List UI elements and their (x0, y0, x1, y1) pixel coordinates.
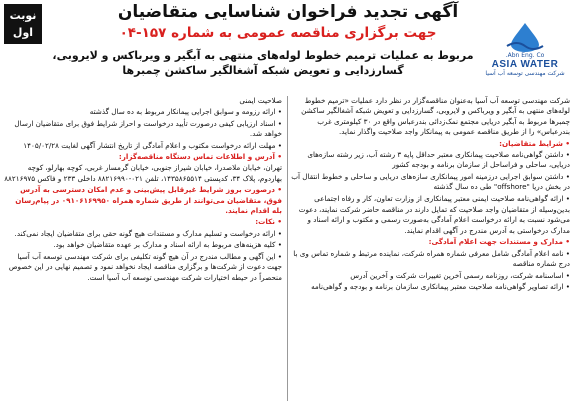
notice-title: آگهی تجدید فراخوان شناسایی متقاضیان (117, 2, 459, 22)
paragraph: • ارائه گواهی‌نامه صلاحیت ایمنی معتبر پیمانکاری از وزارت تعاون، کار و رفاه اجتماعی (314, 193, 570, 203)
paragraph: • نامه اعلام آمادگی شامل معرفی شماره همراه شرکت، نماینده مرتبط و شماره تماس وی با درج شماره مناقصه (293, 248, 570, 269)
section-heading: • شرایط متقاضیان: (499, 138, 570, 148)
publication-badge (4, 4, 42, 44)
notice-description: مربوط به عملیات ترمیم خطوط لوله‌های منتهی به آبگیر و ویرباکس و لایروبی، گسارزدایی و تعویض شبکه آشغالگیر ساکشن چمبرها (52, 49, 474, 77)
paragraph: • اسناد ارزیابی کیفی درصورت تأیید درخواست و احراز شرایط فوق برای متقاضیان ارسال خواهد شد. (14, 118, 282, 139)
badge-line1: نوبت (9, 9, 37, 22)
logo-name: ASIA WATER (491, 59, 559, 70)
paragraph: بدین‌وسیله از متقاضیان واجد صلاحیت که تمایل دارند در مناقصه حاضر شرکت نمایند، دعوت می‌شود نسبت به ارائه درخواست اعلام آمادگی به‌صورت رسمی و مکتوب و ارائه اسناد و مدارک درخواستی به آدرس مندرج در آگهی اقدام نمایند. (298, 205, 570, 235)
section-heading: • آدرس و اطلاعات تماس دستگاه مناقصه‌گزار: (118, 152, 282, 162)
paragraph: • این آگهی و مطالب مندرج در آن هیچ گونه تکلیفی برای شرکت مهندسی توسعه آب آسیا جهت دعوت از شرکت‌ها و برگزاری مناقصه ایجاد نخواهد نمود و تصمیم نهایی در این خصوص منحصراً در حیطه اختیارات شرکت مهندسی توسعه آب آسیا است. (8, 251, 282, 282)
paragraph: • کلیه هزینه‌های مربوط به ارائه اسناد و مدارک بر عهده متقاضیان خواهد بود. (53, 240, 282, 250)
right-column (290, 96, 570, 293)
logo-tagline: Abn Eng. Co. (505, 52, 545, 59)
paragraph: صلاحیت ایمنی (239, 96, 282, 105)
paragraph: • اساسنامه شرکت، روزنامه رسمی آخرین تغییرات شرکت و آخرین آدرس (350, 270, 570, 280)
logo-company-fa: شرکت مهندسی توسعه آب آسیا (485, 70, 565, 77)
water-drop-icon (503, 22, 547, 52)
paragraph: • داشتن گواهی‌نامه صلاحیت پیمانکاری معتبر حداقل پایه ۳ رشته آب، زیر رشته سازه‌های دریایی، ساحلی و فراساحل از سازمان برنامه و بودجه کشور (307, 150, 570, 170)
section-heading: • مدارک و مستندات جهت اعلام آمادگی: (428, 237, 570, 247)
left-column (4, 96, 282, 284)
company-logo (478, 22, 572, 86)
paragraph: • ارائه رزومه و سوابق اجرایی پیمانکار مربوط به ده سال گذشته (89, 107, 282, 117)
paragraph: • مهلت ارائه درخواست مکتوب و اعلام آمادگی از تاریخ انتشار آگهی لغایت ۱۴۰۵/۰۲/۲۸ (23, 140, 282, 150)
paragraph: شرکت مهندسی توسعه آب آسیا به‌عنوان مناقصه‌گزار در نظر دارد عملیات «ترمیم خطوط لوله‌های منتهی به آبگیر و ویرباکس و لایروبی، گسارزدایی و تعویض شبکه آشغالگیر ساکشن چمبرها مربوط به آبگیر دریایی مجتمع نمک‌زدائی بندرعباس واقع در ۳۰ کیلومتری غرب بندرعباس» را از طریق مناقصه عمومی به پیمانکار واجد صلاحیت واگذار نماید. (301, 96, 570, 137)
notice-alert: • درصورت بروز شرایط غیرقابل پیش‌بینی و عدم امکان دسترسی به آدرس فوق، متقاضیان می‌توانند از طریق شماره همراه ۰۹۱۰۶۱۶۹۹۵۰ در پیام‌رسان بله اقدام نمایند. (15, 185, 282, 216)
notice-subtitle: جهت برگزاری مناقصه عمومی به شماره ۱۵۷-۰۴ (119, 25, 437, 41)
section-heading: • نکات: (255, 217, 282, 227)
paragraph: تهران، خیابان ملاصدرا، خیابان شیراز جنوبی، خیابان گرمسار غربی، کوچه بهارلو، کوچه بهاردوم، پلاک ۳۴، کدپستی ۱۴۳۵۸۶۵۵۱۴، تلفن ۰۲۱-۸۸۲۱۶۹۹۰ داخلی ۲۳۳ و فاکس ۸۸۲۱۶۹۷۵ (4, 163, 282, 183)
paragraph: • ارائه تصاویر گواهی‌نامه صلاحیت معتبر پیمانکاری سازمان برنامه و بودجه و گواهی‌نامه (311, 281, 570, 291)
column-divider (287, 96, 288, 401)
paragraph: • ارائه درخواست و تسلیم مدارک و مستندات هیچ گونه حقی برای متقاضیان ایجاد نمی‌کند. (14, 228, 282, 238)
paragraph: • داشتن سوابق اجرایی درزمینه امور پیمانکاری سازه‌های دریایی و ساحلی و خطوط انتقال آب در بخش دریا "offshore" طی ده سال گذشته (291, 171, 570, 192)
badge-line2: اول (12, 26, 34, 39)
